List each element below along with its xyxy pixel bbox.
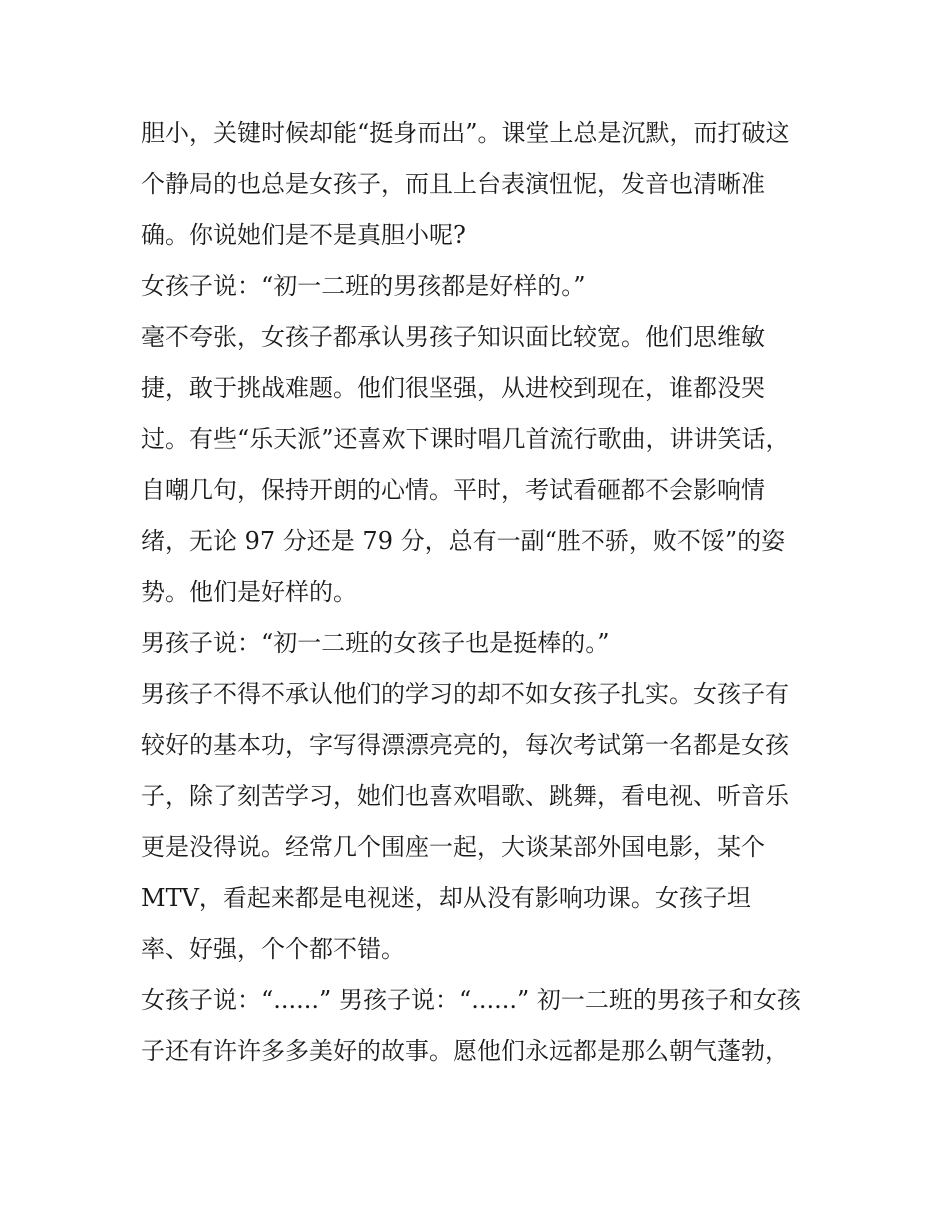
text-line: 更是没得说。经常几个围座一起，大谈某部外国电影，某个 <box>141 833 765 861</box>
text-line: 自嘲几句，保持开朗的心情。平时，考试看砸都不会影响情 <box>141 476 765 504</box>
text-line: 势。他们是好样的。 <box>141 578 357 606</box>
document-body <box>141 108 831 1077</box>
text-line: 率、好强，个个都不错。 <box>141 935 405 963</box>
text-line: 捷，敢于挑战难题。他们很坚强，从进校到现在，谁都没哭 <box>141 374 765 402</box>
text-line: 毫不夸张，女孩子都承认男孩子知识面比较宽。他们思维敏 <box>141 323 765 351</box>
text-line: MTV，看起来都是电视迷，却从没有影响功课。女孩子坦 <box>141 884 751 912</box>
text-line: 绪，无论 97 分还是 79 分，总有一副“胜不骄，败不馁”的姿 <box>141 527 786 555</box>
text-line: 男孩子说：“初一二班的女孩子也是挺棒的。” <box>141 629 610 657</box>
text-line: 女孩子说：“......” 男孩子说：“......” 初一二班的男孩子和女孩 <box>141 986 801 1014</box>
text-line: 子还有许许多多美好的故事。愿他们永远都是那么朝气蓬勃， <box>141 1037 789 1065</box>
text-line: 子，除了刻苦学习，她们也喜欢唱歌、跳舞，看电视、听音乐 <box>141 782 789 810</box>
text-line: 过。有些“乐天派”还喜欢下课时唱几首流行歌曲，讲讲笑话， <box>141 425 790 453</box>
text-line: 女孩子说：“初一二班的男孩都是好样的。” <box>141 272 586 300</box>
text-line: 胆小，关键时候却能“挺身而出”。课堂上总是沉默，而打破这 <box>141 119 790 147</box>
text-line: 确。你说她们是不是真胆小呢? <box>141 221 466 249</box>
text-line: 较好的基本功，字写得漂漂亮亮的，每次考试第一名都是女孩 <box>141 731 789 759</box>
text-line: 男孩子不得不承认他们的学习的却不如女孩子扎实。女孩子有 <box>141 680 789 708</box>
text-line: 个静局的也总是女孩子，而且上台表演忸怩，发音也清晰准 <box>141 170 765 198</box>
